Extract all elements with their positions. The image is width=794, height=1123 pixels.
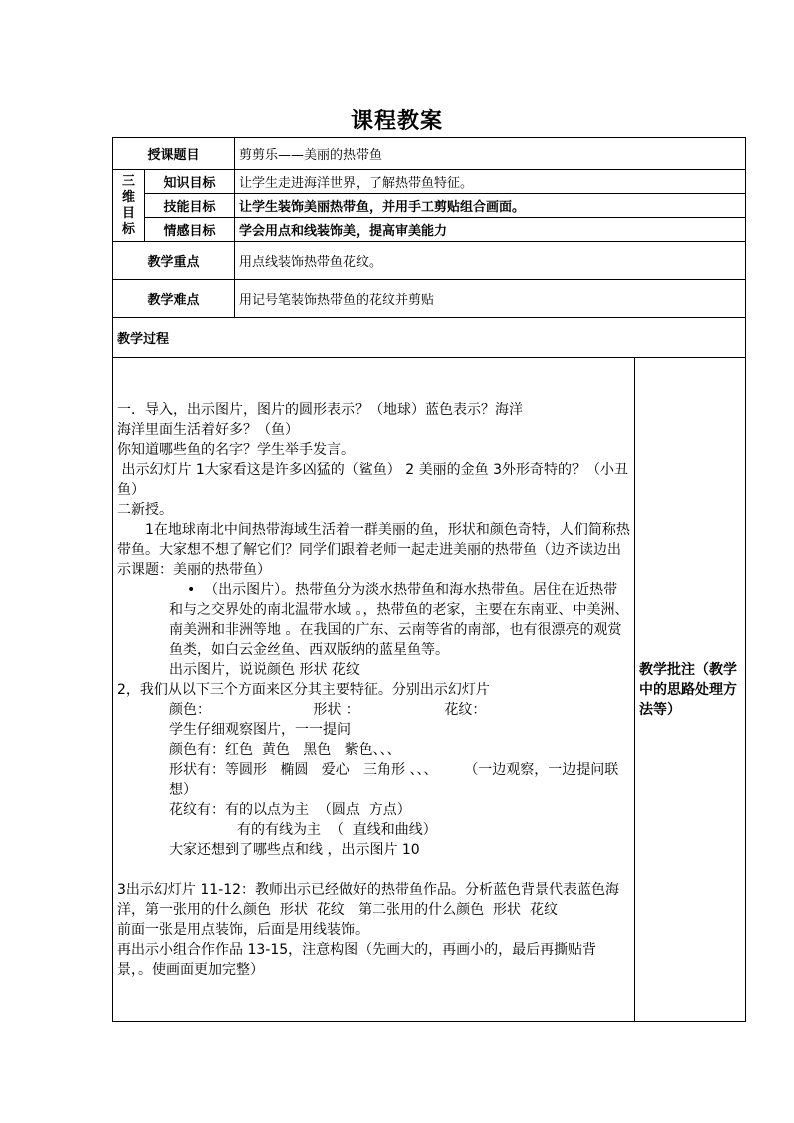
content-line: 大家还想到了哪些点和线 ，出示图片 10 xyxy=(169,841,420,858)
content-line: 有的有线为主 （ 直线和曲线） xyxy=(237,821,437,838)
three-dim-char: 目 xyxy=(121,205,135,221)
topic-value: 剪剪乐——美丽的热带鱼 xyxy=(235,138,746,170)
three-dim-char: 三 xyxy=(121,173,135,189)
three-dim-char: 标 xyxy=(121,221,135,237)
difficulty-value: 用记号笔装饰热带鱼的花纹并剪贴 xyxy=(235,280,746,318)
content-line: 你知道哪些鱼的名字？学生举手发言。 xyxy=(117,441,355,458)
content-line: 花纹有：有的以点为主 （圆点 方点） xyxy=(169,801,411,818)
key-point-value: 用点线装饰热带鱼花纹。 xyxy=(235,242,746,280)
row-difficulty xyxy=(113,280,746,318)
row-process-body xyxy=(113,358,746,1022)
content-line: 出示图片，说说颜色 形状 花纹 xyxy=(169,661,360,678)
three-dim-goals-label xyxy=(113,170,145,242)
three-dim-char: 维 xyxy=(121,189,135,205)
content-line: 再出示小组合作作品 13-15，注意构图（先画大的，再画小的，最后再撕贴背景，。使画面更加完整） xyxy=(117,941,597,978)
content-line: 2，我们从以下三个方面来区分其主要特征。分别出示幻灯片 xyxy=(117,681,490,698)
knowledge-goal-value: 让学生走进海洋世界，了解热带鱼特征。 xyxy=(235,170,746,194)
content-line: 二新授。 xyxy=(117,501,173,518)
process-label: 教学过程 xyxy=(113,318,746,358)
skill-goal-label: 技能目标 xyxy=(145,194,235,218)
skill-goal-value: 让学生装饰美丽热带鱼，并用手工剪贴组合画面。 xyxy=(235,194,746,218)
difficulty-label: 教学难点 xyxy=(113,280,235,318)
content-line: 颜色： 形状 ： 花纹： xyxy=(169,701,487,718)
content-line: 颜色有：红色 黄色 黑色 紫色、、、 xyxy=(169,741,401,758)
process-content xyxy=(113,358,635,1022)
row-process-header xyxy=(113,318,746,358)
emotion-goal-label: 情感目标 xyxy=(145,218,235,242)
row-key-point xyxy=(113,242,746,280)
knowledge-goal-label: 知识目标 xyxy=(145,170,235,194)
content-line: 一．导入，出示图片，图片的圆形表示？（地球）蓝色表示？海洋 xyxy=(117,401,523,418)
content-line: 3出示幻灯片 11-12：教师出示已经做好的热带鱼作品。分析蓝色背景代表蓝色海洋，第一张用的什么颜色 形状 花纹 第二张用的什么颜色 形状 花纹 xyxy=(117,881,620,918)
content-line: 1在地球南北中间热带海域生活着一群美丽的鱼，形状和颜色奇特，人们简称热带鱼。大家想不想了解它们？同学们跟着老师一起走进美丽的热带鱼（边齐读边出示课题：美丽的热带鱼） xyxy=(117,521,630,578)
topic-label: 授课题目 xyxy=(113,138,235,170)
content-line: • （出示图片）。热带鱼分为淡水热带鱼和海水热带鱼。居住在近热带和与之交界处的南北温带水域 。，热带鱼的老家，主要在东南亚、中美洲、南美洲和非洲等地 。在我国的广东、云南等省的南部，也有很漂亮的观赏鱼类，如白云金丝鱼、西双版纳的蓝星鱼等。 xyxy=(169,581,629,658)
content-line: 海洋里面生活着好多？（鱼） xyxy=(117,421,299,438)
lesson-plan-table xyxy=(112,137,746,1022)
emotion-goal-value: 学会用点和线装饰美，提高审美能力 xyxy=(235,218,746,242)
row-knowledge-goal xyxy=(113,170,746,194)
content-line: 形状有：等圆形 椭圆 爱心 三角形 、、、 （一边观察，一边提问联想） xyxy=(169,761,619,798)
teaching-notes-label: 教学批注（教学中的思路处理方法等） xyxy=(635,358,746,1022)
row-emotion-goal xyxy=(113,218,746,242)
row-skill-goal xyxy=(113,194,746,218)
page-title: 课程教案 xyxy=(350,109,443,134)
content-line: 出示幻灯片 1大家看这是许多凶猛的（鲨鱼） 2 美丽的金鱼 3外形奇特的？（小丑鱼） xyxy=(117,461,628,498)
content-line: 前面一张是用点装饰，后面是用线装饰。 xyxy=(117,921,369,938)
key-point-label: 教学重点 xyxy=(113,242,235,280)
content-line: 学生仔细观察图片，一一提问 xyxy=(169,721,351,738)
row-topic xyxy=(113,138,746,170)
